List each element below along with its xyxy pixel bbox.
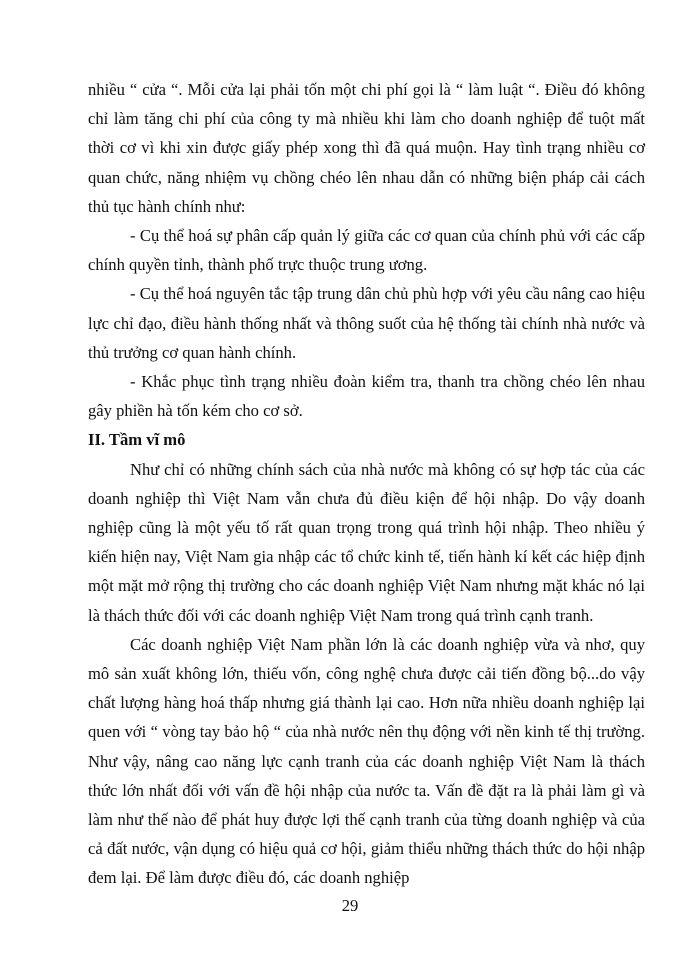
bullet-paragraph-3: - Khắc phục tình trạng nhiều đoàn kiểm tra, thanh tra chồng chéo lên nhau gây phiền hà tốn kém cho cơ sở.: [88, 372, 645, 421]
bullet-paragraph-1: - Cụ thể hoá sự phân cấp quản lý giữa các cơ quan của chính phủ với các cấp chính quyền tỉnh, thành phố trực thuộc trung ương.: [88, 226, 645, 275]
document-body: [88, 75, 645, 893]
section-paragraph-2: Các doanh nghiệp Việt Nam phần lớn là các doanh nghiệp vừa và nhơ, quy mô sản xuất không lớn, thiếu vốn, công nghệ chưa được cải tiến đồng bộ...do vậy chất lượng hàng hoá thấp nhưng giá thành lại cao. Hơn nữa nhiều doanh nghiệp lại quen với “ vòng tay bảo hộ “ của nhà nước nên thụ động với nền kinh tế thị trường. Như vậy, nâng cao năng lực cạnh tranh của các doanh nghiệp Việt Nam là thách thức lớn nhất đối với vấn đề hội nhập của nước ta. Vấn đề đặt ra là phải làm gì và làm như thế nào để phát huy được lợi thế cạnh tranh của từng doanh nghiệp và của cả đất nước, vận dụng có hiệu quả cơ hội, giảm thiểu những thách thức do hội nhập đem lại. Để làm được điều đó, các doanh nghiệp: [88, 634, 645, 888]
page-number: 29: [341, 896, 359, 915]
section-paragraph-1: Như chỉ có những chính sách của nhà nước mà không có sự hợp tác của các doanh nghiệp thì Việt Nam vẫn chưa đủ điều kiện để hội nhập. Do vậy doanh nghiệp cũng là một yếu tố rất quan trọng trong quá trình hội nhập. Theo nhiều ý kiến hiện nay, Việt Nam gia nhập các tổ chức kinh tế, tiến hành kí kết các hiệp định một mặt mở rộng thị trường cho các doanh nghiệp Việt Nam nhưng mặt khác nó lại là thách thức đối với các doanh nghiệp Việt Nam trong quá trình cạnh tranh.: [88, 459, 645, 625]
section-heading: II. Tầm vĩ mô: [88, 430, 186, 450]
bullet-paragraph-2: - Cụ thể hoá nguyên tắc tập trung dân chủ phù hợp với yêu cầu nâng cao hiệu lực chỉ đạo, điều hành thống nhất và thông suốt của hệ thống tài chính nhà nước và thủ trưởng cơ quan hành chính.: [88, 284, 645, 362]
paragraph-continuation: nhiều “ cửa “. Mỗi cửa lại phải tốn một chi phí gọi là “ làm luật “. Điều đó không chỉ làm tăng chi phí của công ty mà nhiều khi làm cho doanh nghiệp để tuột mất thời cơ vì khi xin được giấy phép xong thì đã quá muộn. Hay tình trạng nhiều cơ quan chức, năng nhiệm vụ chồng chéo lên nhau dẫn có những biện pháp cải cách thủ tục hành chính như:: [88, 80, 645, 216]
